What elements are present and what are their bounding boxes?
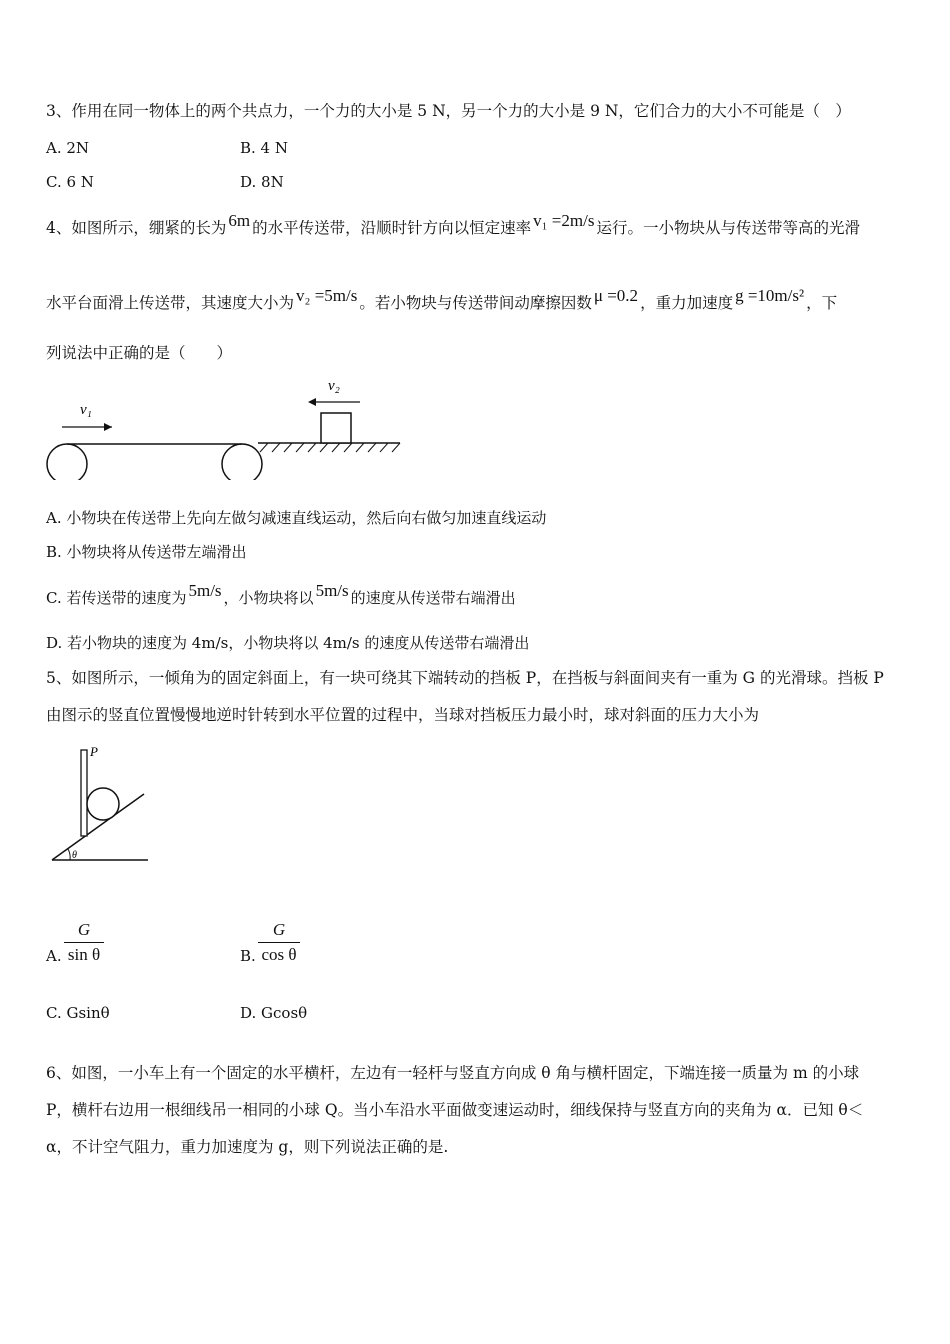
q4-length: 6m (228, 211, 251, 230)
q6-line1: 6、如图，一小车上有一个固定的水平横杆，左边有一轻杆与竖直方向成 θ 角与横杆固定，下端连接一质量为 m 的小球 (46, 1064, 860, 1082)
fig-p-label: P (90, 744, 98, 759)
fig-v1-label: v₁ (80, 402, 92, 418)
q4-line2: 水平台面滑上传送带，其速度大小为 v₂ =5m/s 。若小物块与传送带间动摩擦因数 μ =0.2 ，重力加速度 g =10m/s² ，下 (46, 286, 838, 312)
q4-option-d: D. 若小物块的速度为 4m/s，小物块将以 4m/s 的速度从传送带右端滑出 (46, 634, 530, 652)
q3-option-c: C. 6 N (46, 173, 94, 191)
baffle-p (81, 750, 87, 836)
q4-v2: v₂ =5m/s (296, 286, 358, 305)
q6-line3: α，不计空气阻力，重力加速度为 g，则下列说法正确的是. (46, 1138, 449, 1156)
q5-option-b-label: B. (240, 947, 256, 965)
q4-line1: 4、如图所示，绷紧的长为 6m 的水平传送带，沿顺时针方向以恒定速率 v₁ =2m/s 运行。一小物块从与传送带等高的光滑 (46, 211, 860, 237)
q5-line1: 5、如图所示，一倾角为的固定斜面上，有一块可绕其下端转动的挡板 P，在挡板与斜面间夹有一重为 G 的光滑球。挡板 P (46, 669, 884, 687)
q4-v1: v₁ =2m/s (533, 211, 595, 230)
q3-option-d: D. 8N (240, 173, 284, 191)
q5-option-d: D. Gcosθ (240, 1004, 308, 1022)
q4-option-a: A. 小物块在传送带上先向左做匀减速直线运动，然后向右做匀加速直线运动 (46, 509, 547, 527)
ball (87, 788, 119, 820)
q4-g: g =10m/s² (735, 286, 805, 305)
q3-option-b: B. 4 N (240, 139, 288, 157)
fig-v2-label: v₂ (328, 380, 340, 394)
fig-theta-label: θ (72, 850, 77, 861)
q5-option-a-label: A. (46, 947, 62, 965)
conveyor-figure (40, 380, 410, 480)
q5-option-c: C. Gsinθ (46, 1004, 110, 1022)
q4-line3: 列说法中正确的是（ ） (46, 344, 233, 362)
q5-option-a-fraction: G sin θ (64, 920, 104, 965)
q4-mu: μ =0.2 (593, 286, 639, 305)
incline-figure (44, 742, 174, 867)
q4-option-b: B. 小物块将从传送带左端滑出 (46, 543, 247, 561)
q4-option-c: C. 若传送带的速度为 5m/s ，小物块将以 5m/s 的速度从传送带右端滑出 (46, 581, 516, 607)
q5-option-b-fraction: G cos θ (258, 920, 300, 965)
q3-stem: 3、作用在同一物体上的两个共点力，一个力的大小是 5 N，另一个力的大小是 9 N，它们合力的大小不可能是（ ） (46, 102, 851, 120)
q5-line2: 由图示的竖直位置慢慢地逆时针转到水平位置的过程中，当球对挡板压力最小时，球对斜面的压力大小为 (46, 706, 760, 724)
q6-line2: P，横杆右边用一根细线吊一相同的小球 Q。当小车沿水平面做变速运动时，细线保持与竖直方向的夹角为 α．已知 θ＜ (46, 1101, 864, 1119)
block (321, 413, 351, 443)
q3-option-a: A. 2N (46, 139, 90, 157)
